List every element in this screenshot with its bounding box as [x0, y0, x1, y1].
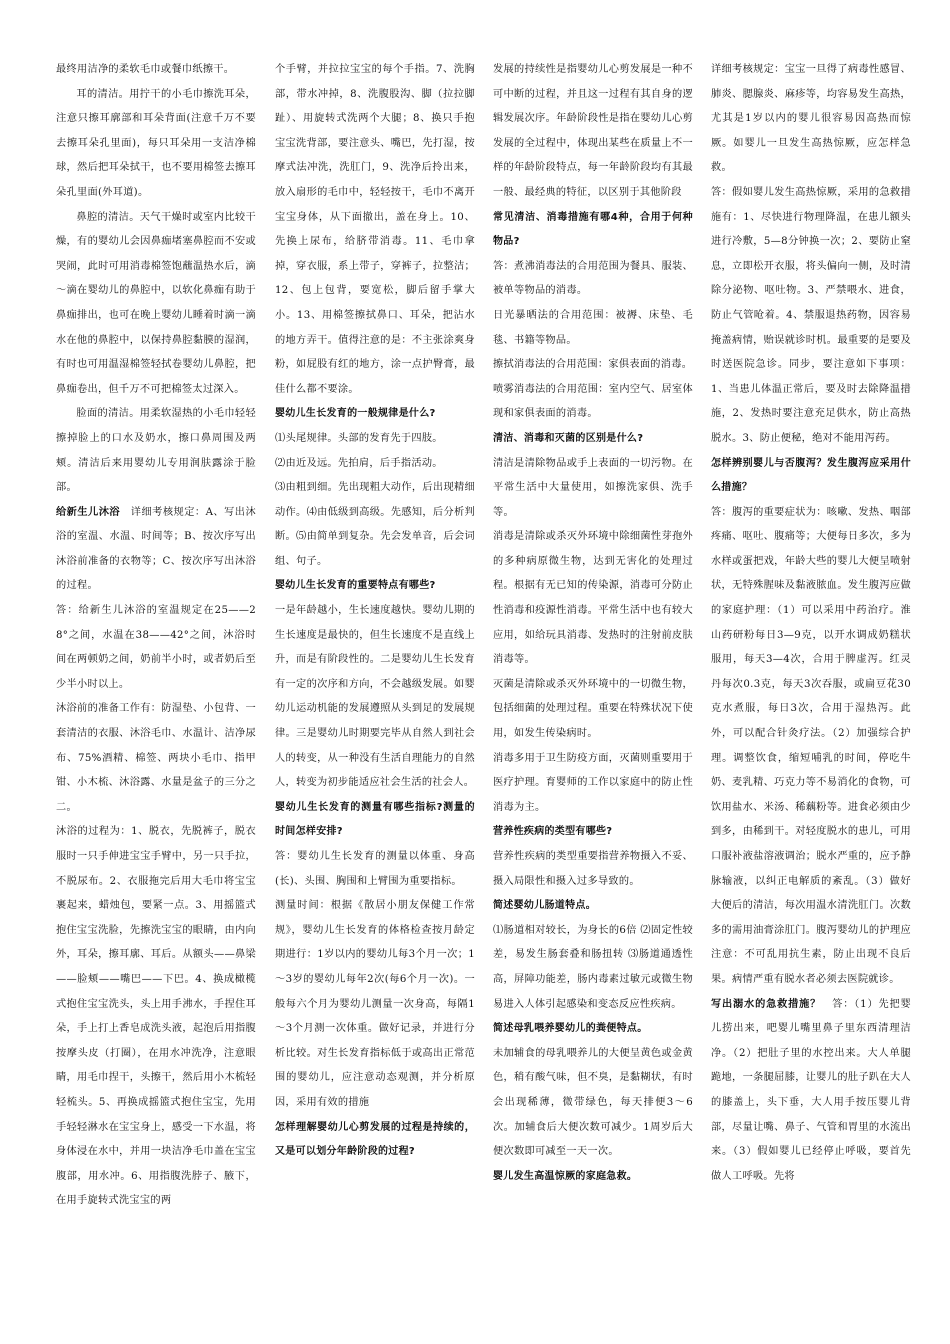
- document-page: [56, 58, 912, 1328]
- answer-line: 擦拭消毒法的合用范围：家俱表面的消毒。: [493, 359, 693, 371]
- answer-paragraph: 答：给新生儿沐浴的室温规定在25——28°之间，水温在38——42°之间，沐浴时间在两顿奶之间，奶前半小时，或者奶后至少半小时以上。: [56, 605, 256, 690]
- answer-paragraph: 答：婴幼儿生长发育的测量以体重、身高(长)、头围、胸围和上臂围为重要指标。: [275, 851, 475, 887]
- column-4: [711, 58, 911, 1189]
- paragraph-ear-cleaning: 耳的清洁。用拧干的小毛巾擦洗耳朵，注意只擦耳廓部和耳朵背面(注意千万不要去擦耳朵孔里面)，每只耳朵用一支洁净棉球，然后把耳朵拭干，也不要用棉签去擦耳朵孔里面(外耳道)。: [56, 88, 256, 198]
- question-heading: 常见清洁、消毒措施有哪4种，合用于何种物品?: [493, 211, 693, 248]
- question-newborn-bath: [56, 501, 256, 599]
- answer-paragraph: 未加辅食的母乳喂养儿的大便呈黄色或金黄色，稍有酸气味，但不臭，是黏糊状，有时会出现稀薄，微带绿色，每天排便3～6次。加辅食后大便次数可减少。1周岁后大便次数即可减至一天一次。: [493, 1047, 693, 1158]
- answer-paragraph: 消毒是清除或杀灭外环境中除细菌性芽孢外的多种病原微生物，达到无害化的处理过程。根据有无已知的传染源，消毒可分防止性消毒和疫源性消毒。平常生活中也有较大应用，如给玩具消毒、发热时的注射前皮肤消毒等。: [493, 531, 693, 666]
- question-heading: 婴幼儿生长发育的一般规律是什么?: [275, 408, 436, 420]
- answer-paragraph: 沐浴的过程为：1、脱衣，先脱裤子，脱衣服时一只手伸进宝宝手臂中，另一只手拉，不脱尿布。2、衣服拖完后用大毛巾将宝宝裹起来，蜡烛包，要紧一点。3、用摇篮式抱住宝宝洗脸，先擦洗宝宝的眼睛，由内向外，耳朵，擦耳廓、耳后。从额头——鼻梁——脸颊——嘴巴——下巴。4、换成橄榄式抱住宝宝洗头，头上用手沸水，手捏住耳朵，手上打上香皂成洗头液，起泡后用指腹按摩头皮（打圈），在用水冲洗净，注意眼睛，用毛巾捏干，头擦干，然后用小木梳轻轻梳头。5、再换成摇篮式抱住宝宝，先用手轻轻淋水在宝宝身上，感受一下水温，将身体浸在水中，并用一块洁净毛巾盖在宝宝腹部，用水冲。6、用指腹洗脖子、腋下，在用手旋转式洗宝宝的两: [56, 826, 256, 1207]
- paragraph: 个手臂，并拉拉宝宝的每个手指。7、洗胸部，带水冲掉，8、洗腹股沟、脚（拉拉脚趾）、用旋转式洗两个大腿；8、换只手抱宝宝洗背部，要注意头、嘴巴，先打湿，按摩式法冲洗，洗肛门，9、洗净后拎出来，放入扇形的毛巾中，轻轻按干，毛巾不离开宝宝身体，从下面撤出，盖在身上。10、先换上尿布，给脐带消毒。11、毛巾拿掉，穿衣服，系上带子，穿裤子，拉整洁；12、包上包背，要宽松，脚后留手掌大小。13、用棉签擦拭鼻口、耳朵，把沾水的地方弄干。值得注意的是：不主张涂爽身粉，如屁股有红的地方，涂一点护臀膏，最佳什么都不要涂。: [275, 64, 475, 395]
- answer-paragraph: 测量时间：根据《散居小朋友保健工作常规》，婴幼儿生长发育的体格检查按月龄定期进行：1岁以内的婴幼儿每3个月一次；1～3岁的婴幼儿每年2次(每6个月一次)。一般每六个月为婴幼儿测量一次身高，每隔1～3个月测一次体重。做好记录，并进行分析比较。对生长发育指标低于或高出正常范围的婴幼儿，应注意动态观测，并分析原因，采用有效的措施: [275, 900, 475, 1108]
- answer-paragraph: 沐浴前的准备工作有：防湿垫、小包背、一套清洁的衣服、沐浴毛巾、水温计、洁净尿布、75%酒精、棉签、两块小毛巾、指甲钳、小木梳、沐浴露、水量是盆子的三分之二。: [56, 703, 256, 813]
- paragraph-nasal-cleaning: 鼻腔的清洁。天气干燥时或室内比较干燥，有的婴幼儿会因鼻痂堵塞鼻腔而不安或哭闹，此时可用消毒棉签饱蘸温热水后，滴～滴在婴幼儿的鼻腔中，以软化鼻痂有助于鼻痂排出，也可在晚上婴幼儿睡着时滴一滴水在他的鼻腔中，以保持鼻腔黏膜的湿润，有时也可用温湿棉签轻拭卷婴幼儿鼻腔，把鼻痂卷出，但千万不可把棉签太过深入。: [56, 211, 256, 395]
- question-heading: 怎样理解婴幼儿心剪发展的过程是持续的，又是可以划分年龄阶段的过程?: [275, 1121, 475, 1158]
- answer-line: 日光暴晒法的合用范围：被褥、床垫、毛毯、书籍等物品。: [493, 309, 693, 346]
- question-title: 给新生儿沐浴: [56, 506, 121, 518]
- requirement-text: 详细考核规定：A、写出沐浴的室温、水温、时间等；B、按次序写出沐浴前准备的衣物等；C、按次序写出沐浴的过程。: [56, 506, 256, 592]
- question-heading: 婴儿发生高温惊厥的家庭急救。: [493, 1170, 638, 1182]
- question-heading: 简述婴幼儿肠道特点。: [493, 900, 596, 912]
- answer-paragraph: ⑴肠道相对较长，为身长的6倍 ⑵固定性较差，易发生肠套叠和肠扭转 ⑶肠道通透性高，屏障功能差，肠内毒素过敏元或微生物易进入人体引起感染和变态反应性疾病。: [493, 924, 693, 1010]
- column-1: [56, 58, 256, 1214]
- paragraph: 最终用洁净的柔软毛巾或餐巾纸擦干。: [56, 64, 235, 75]
- question-heading: 简述母乳喂养婴幼儿的粪便特点。: [493, 1023, 648, 1035]
- answer-paragraph: 消毒多用于卫生防疫方面，灭菌则重要用于医疗护理。育婴师的工作以家庭中的防止性消毒为主。: [493, 752, 693, 813]
- column-3: [493, 58, 693, 1189]
- question-heading: 怎样辨别婴儿与否腹泻？发生腹泻应采用什么措施？: [711, 457, 911, 494]
- question-title: 写出溺水的急救措施？: [711, 998, 822, 1010]
- answer-paragraph: 灭菌是清除或杀灭外环境中的一切微生物，包括细菌的处理过程。重要在特殊状况下使用，如发生传染病时。: [493, 678, 693, 740]
- question-heading: 清洁、消毒和灭菌的区别是什么?: [493, 432, 644, 444]
- answer-line: ⑶由粗到细。先出现粗大动作，后出现精细动作。⑷由低级到高级。先感知，后分析判断。⑸由简单到复杂。先会发单音，后会词组、句子。: [275, 482, 475, 567]
- answer-line: 喷雾消毒法的合用范围：室内空气、居室体现和家俱表面的消毒。: [493, 383, 693, 420]
- question-drowning: [711, 993, 911, 1190]
- answer-paragraph: 答：腹泻的重要症状为：咳嗽、发热、咽部疼痛、呕吐、腹痛等；大便每日多次，多为水样或蛋把戏，年龄大些的婴儿大便呈喷射状，无特殊腥味及黏液脓血。发生腹泻应做的家庭护理：（1）可以采用中药治疗。淮山药研粉每日3—9克，以开水调成奶糕状服用，每天3—4次，合用于脾虚泻。红灵丹每次0.3克，每天3次吞服，或扁豆花30克水煮服，每日3次，合用于湿热泻。此外，可以配合针灸疗法。（2）加强综合护理。调整饮食，缩短哺乳的时间，停吃牛奶、麦乳精、巧克力等不易消化的食物，可饮用盐水、米汤、稀藕粉等。进食必须由少到多，由稀到干。对轻度脱水的患儿，可用口服补液盐溶液调治；脱水严重的，应予静脉输液，以纠正电解质的紊乱。（3）做好大便后的清洁，每次用温水清洗肛门。次数多的需用油膏涂肛门。腹泻婴幼儿的护理应注意：不可乱用抗生素，防止出现不良后果。病情严重有脱水者必须去医院就诊。: [711, 506, 911, 985]
- answer-paragraph: 清洁是清除物品或手上表面的一切污物。在平常生活中大量使用，如擦洗家俱、洗手等。: [493, 457, 693, 518]
- question-heading: 婴幼儿生长发育的测量有哪些指标?测量的时间怎样安排?: [275, 801, 475, 838]
- column-2: [275, 58, 475, 1165]
- question-heading: 营养性疾病的类型有哪些?: [493, 826, 613, 838]
- answer-line: ⑵由近及远。先拍肩，后手指活动。: [275, 457, 443, 469]
- paragraph: 详细考核规定：宝宝一旦得了病毒性感冒、肺炎、腮腺炎、麻疹等，均容易发生高热，尤其是1岁以内的婴儿很容易因高热而惊厥。如婴儿一旦发生高热惊厥，应怎样急救。: [711, 64, 911, 174]
- answer-paragraph: 一是年龄越小，生长速度越快。婴幼儿期的生长速度是最快的，但生长速度不是直线上升，而是有阶段性的。二是婴幼儿生长发育有一定的次序和方向，不会越级发展。如婴幼儿运动机能的发展遵照从头到足的发展规律。三是婴幼儿时期要完毕从自然人到社会人的转变，从一种没有生活自理能力的自然人，转变为初步能适应社会生活的社会人。: [275, 605, 475, 789]
- answer-text: 答：（1）先把婴儿捞出来，吧婴儿嘴里鼻子里东西清理洁净。（2）把肚子里的水控出来。大人单腿跪地，一条腿屈膝，让婴儿的肚子趴在大人的膝盖上，头下垂，大人用手按压婴儿背部，尽量让嘴、鼻子、气管和胃里的水流出来。（3）假如婴儿已经停止呼吸，要首先做人工呼吸。先将: [711, 998, 912, 1182]
- answer-line: 答：煮沸消毒法的合用范围为餐具、服装、被单等物品的消毒。: [493, 260, 693, 297]
- paragraph: 发展的持续性是指婴幼儿心剪发展是一种不可中断的过程，并且这一过程有其自身的逻辑发展次序。年龄阶段性是指在婴幼儿心剪发展的全过程中，体现出某些在质量上不一样的年龄阶段特点，每一年龄阶段均有其最一般、最经典的特征，以区别于其他阶段: [493, 64, 693, 198]
- answer-paragraph: 答：假如婴儿发生高热惊厥，采用的急救措施有：1、尽快进行物理降温，在患儿额头进行冷敷，5—8分钟换一次；2、要防止窒息，立即松开衣服，将头偏向一侧，及时清除分泌物、呕吐物。3、严禁喂水、进食，防止气管呛着。4、禁服退热药物，因容易掩盖病情，贻误就诊时机。最重要的是要及时送医院急诊。同步，要注意如下事项：1、当患儿体温正常后，要及时去除降温措施，2、发热时要注意充足供水，防止高热脱水。3、防止便秘，绝对不能用泻药。: [711, 186, 911, 444]
- question-heading: 婴幼儿生长发育的重要特点有哪些?: [275, 580, 436, 592]
- paragraph-face-cleaning: 脸面的清洁。用柔软湿热的小毛巾轻轻擦掉脸上的口水及奶水，擦口鼻周围及两颊。清洁后来用婴幼儿专用润肤露涂于脸部。: [56, 408, 256, 494]
- answer-paragraph: 营养性疾病的类型重要指营养物摄入不妥、摄入局限性和摄入过多导致的。: [493, 851, 693, 887]
- answer-line: ⑴头尾规律。头部的发育先于四肢。: [275, 432, 443, 444]
